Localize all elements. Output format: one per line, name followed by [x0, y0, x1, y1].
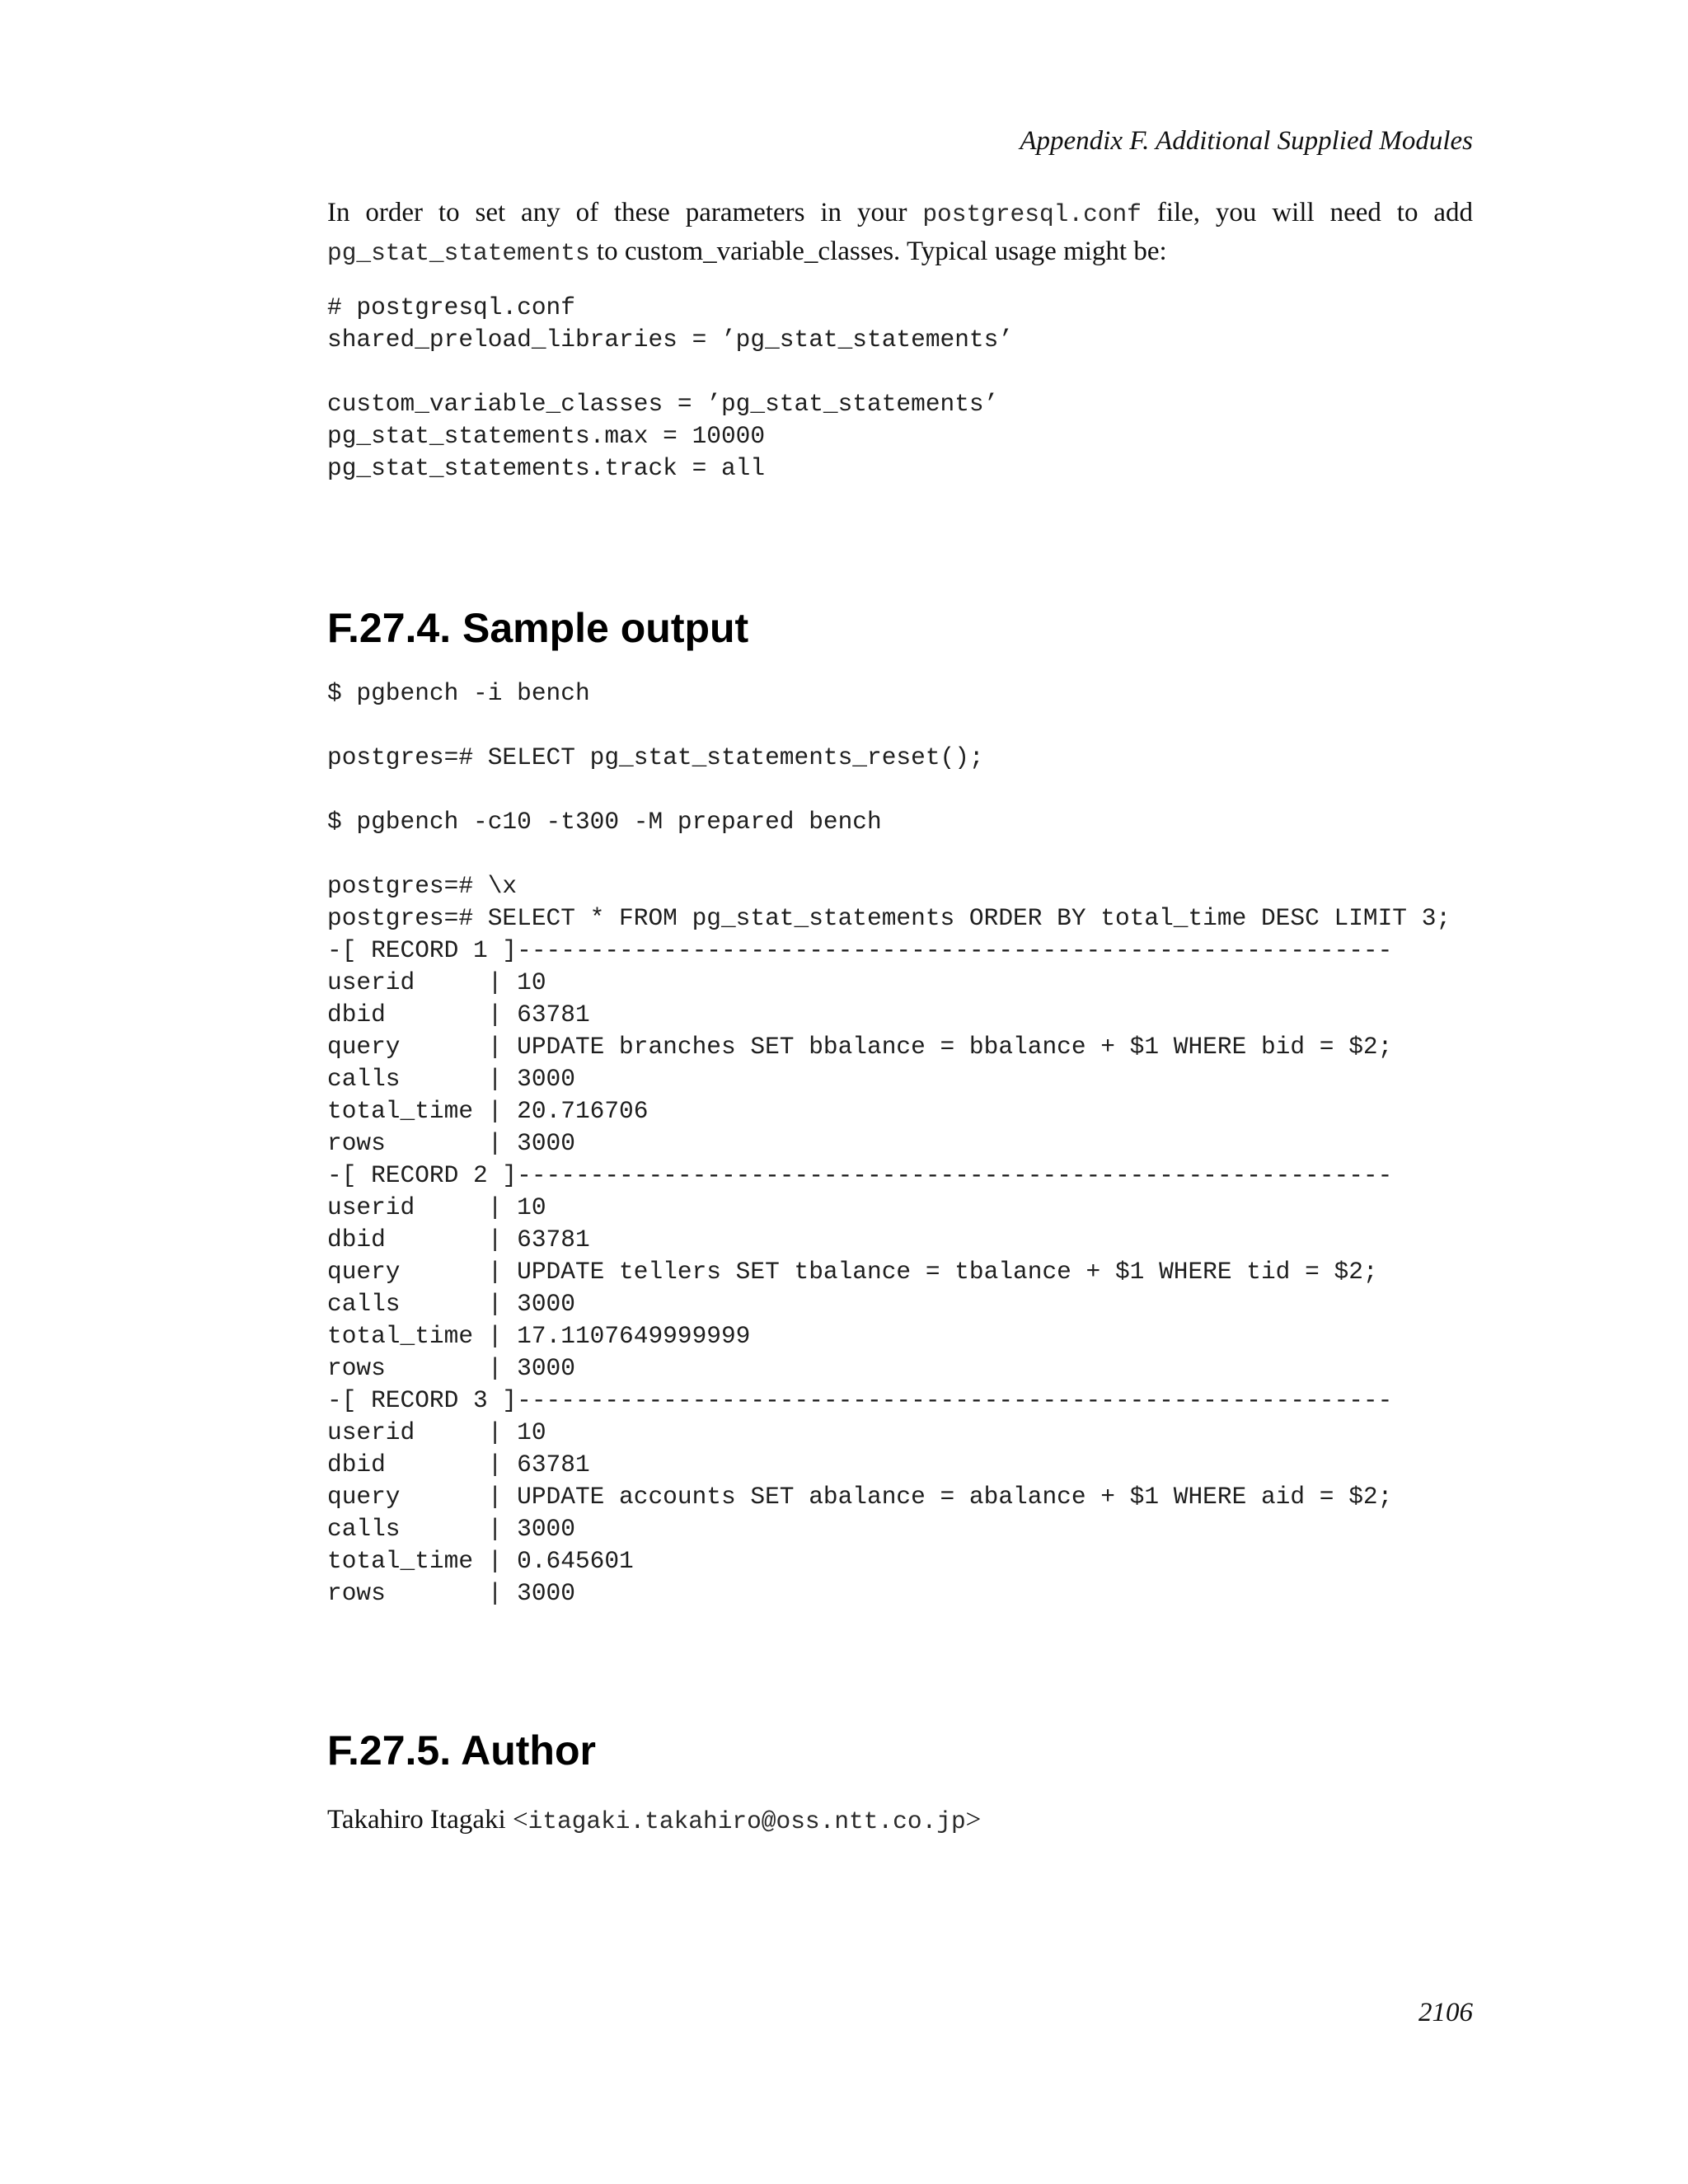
config-code-block: # postgresql.conf shared_preload_libraries = ’pg_stat_statements’ custom_variable_classes = ’pg_stat_statements’ pg_stat_statements.max = 10000 pg_stat_statements.track = all	[327, 293, 1014, 482]
intro-text-2: file, you will need to add	[1141, 198, 1473, 227]
inline-code-pg-stat-statements: pg_stat_statements	[327, 239, 590, 267]
sample-output-code-block: $ pgbench -i bench postgres=# SELECT pg_stat_statements_reset(); $ pgbench -c10 -t300 -M prepared bench postgres=# \x postgres=# SELECT * FROM pg_stat_statements ORDER BY total_time DESC LIMIT 3; -[ RECORD 1 ]------------------------------------------------------------ userid | 10 dbid | 63781 query | UPDATE branches SET bbalance = bbalance + $1 WHERE bid = $2; calls | 3000 total_time | 20.716706 rows | 3000 -[ RECORD 2 ]------------------------------------------------------------ userid | 10 dbid | 63781 query | UPDATE tellers SET tbalance = tbalance + $1 WHERE tid = $2; calls | 3000 total_time | 17.1107649999999 rows | 3000 -[ RECORD 3 ]------------------------------------------------------------ userid | 10 dbid | 63781 query | UPDATE accounts SET abalance = abalance + $1 WHERE aid = $2; calls | 3000 total_time | 0.645601 rows | 3000	[327, 679, 1451, 1607]
author-line	[327, 1802, 981, 1840]
section-heading-author: F.27.5. Author	[327, 1727, 596, 1774]
intro-text-1: In order to set any of these parameters in your	[327, 198, 923, 227]
intro-text-3: to custom_variable_classes. Typical usage might be:	[589, 237, 1167, 266]
author-open-bracket: <	[505, 1805, 528, 1835]
document-page	[327, 0, 1473, 2184]
intro-paragraph	[327, 194, 1473, 272]
author-email: itagaki.takahiro@oss.ntt.co.jp	[528, 1807, 966, 1835]
running-header: Appendix F. Additional Supplied Modules	[1020, 126, 1473, 156]
author-name: Takahiro Itagaki	[327, 1805, 506, 1835]
section-heading-sample-output: F.27.4. Sample output	[327, 605, 749, 651]
inline-code-postgresql-conf: postgresql.conf	[922, 200, 1142, 228]
intro-line-1	[327, 194, 1473, 233]
page-number: 2106	[1418, 1998, 1473, 2027]
author-close-bracket: >	[965, 1805, 982, 1835]
